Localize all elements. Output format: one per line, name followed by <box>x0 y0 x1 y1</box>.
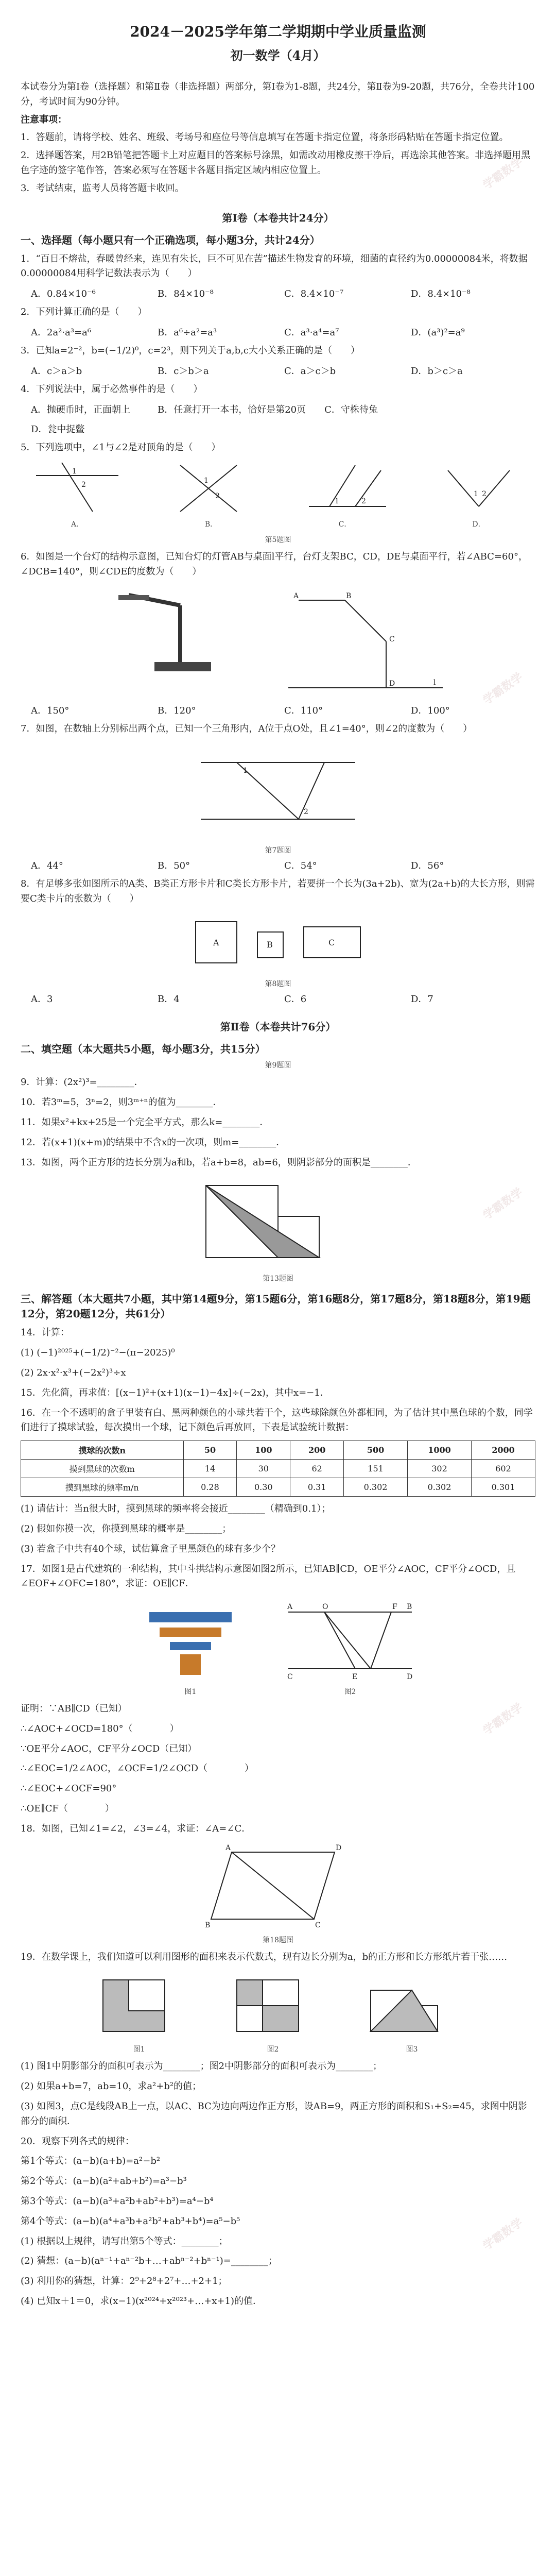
watermark: 学霸数学 <box>480 1700 526 1738</box>
exam-subtitle: 初一数学（4月） <box>230 48 326 63</box>
table-row <box>21 1441 535 1460</box>
note-item-3: 3．考试结束，监考人员将答题卡收回。 <box>21 182 184 194</box>
svg-text:1: 1 <box>243 766 248 775</box>
exam-title: 2024－2025学年第二学期期中学业质量监测 <box>130 23 426 40</box>
question-19b: (2) 如果a+b=7，ab=10，求a²+b²的值； <box>21 2081 202 2092</box>
q20-line-3: 第3个等式：(a−b)(a³+a²b+ab²+b³)=a⁴−b⁴ <box>21 2196 214 2207</box>
question-19a: (1) 图1中阴影部分的面积可表示为________；图2中阴影部分的面积可表示为________； <box>21 2061 383 2072</box>
q5-option-b: B． <box>204 520 218 529</box>
q5-option-d: D． <box>472 520 485 529</box>
svg-text:C: C <box>315 1921 321 1929</box>
svg-text:C: C <box>389 635 395 643</box>
table-cell: 602 <box>472 1460 535 1478</box>
q8-option-a: A．3 <box>31 994 53 1005</box>
svg-text:B: B <box>346 591 352 600</box>
question-8: 8．有足够多张如图所示的A类、B类正方形卡片和C类长方形卡片，若要拼一个长为(3a+2b)、宽为(2a+b)的大长方形，则需要C类卡片的张数为（ ） <box>21 878 535 904</box>
q7-diagram <box>196 742 360 840</box>
q9-caption: 第9题图 <box>265 1061 291 1070</box>
q8-figure <box>21 911 535 973</box>
q18-figure <box>21 1842 535 1929</box>
q17-proof-6: ∴OE∥CF（ ） <box>21 1803 114 1815</box>
q5-fig-c <box>299 460 391 529</box>
svg-text:1: 1 <box>474 490 478 499</box>
table-cell: 30 <box>237 1460 290 1478</box>
question-3: 3．已知a=2⁻²，b=(−1/2)⁰，c=2³，则下列关于a,b,c大小关系正确的是（ ） <box>21 345 360 356</box>
q19-figures <box>21 1970 535 2054</box>
question-14: 14．计算： <box>21 1327 70 1338</box>
svg-text:B: B <box>205 1921 211 1929</box>
q17-figure-2 <box>283 1597 417 1697</box>
svg-text:O: O <box>322 1603 328 1612</box>
q2-option-b: B．a⁶÷a²=a³ <box>158 327 217 338</box>
intro-line: 本试卷分为第Ⅰ卷（选择题）和第Ⅱ卷（非选择题）两部分，第Ⅰ卷为1-8题，共24分，第Ⅱ卷为9-20题，共76分，全卷共计100分，考试时间为90分钟。 <box>21 81 535 107</box>
q16-table <box>21 1440 535 1497</box>
svg-text:C: C <box>328 938 335 948</box>
table-cell: 151 <box>344 1460 408 1478</box>
section-i-title: 第Ⅰ卷（本卷共计24分） <box>222 211 334 224</box>
q3-option-b: B．c＞b＞a <box>158 365 209 377</box>
q5-fig-b-svg <box>165 460 257 517</box>
lamp-diagram <box>283 585 448 698</box>
svg-text:A: A <box>287 1603 293 1612</box>
q7-figure <box>21 742 535 840</box>
svg-text:1: 1 <box>72 467 77 476</box>
question-1: 1．“百日不熔盐，春暖曾经来，连见有朱长，巨不可见在苦”描述生物发育的环境，细菌的直径约为0.00000084米，将数据0.00000084用科学记数法表示为（ ） <box>21 253 528 279</box>
question-4: 4．下列说法中，属于必然事件的是（ ） <box>21 383 203 395</box>
question-18: 18．如图，已知∠1=∠2，∠3=∠4，求证：∠A=∠C． <box>21 1823 251 1834</box>
question-16c: (3) 若盒子中共有40个球，试估算盒子里黑颜色的球有多少个？ <box>21 1543 281 1554</box>
question-11: 11．如果x²+kx+25是一个完全平方式，那么k=________． <box>21 1116 269 1128</box>
q5-option-a: A． <box>71 520 84 529</box>
q5-fig-a-svg <box>31 460 124 517</box>
question-10: 10．若3ᵐ=5，3ⁿ=2，则3ᵐ⁺ⁿ的值为________． <box>21 1097 222 1108</box>
question-17: 17．如图1是古代建筑的一种结构，其中斗拱结构示意图如图2所示，已知AB∥CD，OE平分∠AOC，CF平分∠OCD，且∠EOF+∠OFC=180°，求证：OE∥CF． <box>21 1563 516 1589</box>
q7-option-a: A．44° <box>31 860 63 871</box>
watermark: 学霸数学 <box>480 1185 526 1223</box>
q3-option-c: C．a＞c＞b <box>284 365 336 377</box>
table-header: 50 <box>183 1441 237 1460</box>
table-cell: 摸到黑球的频率m/n <box>21 1478 184 1497</box>
question-5: 5．下列选项中，∠1与∠2是对顶角的是（ ） <box>21 442 221 453</box>
svg-text:l: l <box>433 678 436 687</box>
q8-options <box>31 992 535 1005</box>
q8-cards <box>185 911 371 973</box>
svg-text:E: E <box>352 1673 358 1682</box>
question-15: 15．先化简，再求值：[(x−1)²+(x+1)(x−1)−4x]÷(−2x)，其中x=−1． <box>21 1387 329 1398</box>
svg-text:D: D <box>336 1843 342 1852</box>
svg-text:A: A <box>225 1843 231 1852</box>
q5-fig-c-svg <box>299 460 391 517</box>
q2-option-c: C．a³·a⁴=a⁷ <box>284 327 339 338</box>
question-20d: (4) 已知x＋1＝0，求(x−1)(x²⁰²⁴+x²⁰²³+…+x+1)的值． <box>21 2296 263 2307</box>
q17-proof-4: ∴∠EOC=1/2∠AOC，∠OCF=1/2∠OCD（ ） <box>21 1763 254 1774</box>
question-20b: (2) 猜想：(a−b)(aⁿ⁻¹+aⁿ⁻²b+…+abⁿ⁻²+bⁿ⁻¹)=________； <box>21 2256 277 2267</box>
q17-figures <box>21 1597 535 1697</box>
document-content <box>21 21 535 2319</box>
question-6: 6．如图是一个台灯的结构示意图，已知台灯的灯管AB与桌面l平行，台灯支架BC，CD，DE与桌面平行，若∠ABC=60°，∠DCB=140°，则∠CDE的度数为（ ） <box>21 551 528 578</box>
svg-text:2: 2 <box>482 490 486 499</box>
svg-text:2: 2 <box>81 481 86 489</box>
q1-option-c: C．8.4×10⁻⁷ <box>284 289 344 300</box>
q7-options <box>31 858 535 872</box>
q17-figure-1 <box>139 1597 242 1697</box>
question-16b: (2) 假如你摸一次，你摸到黑球的概率是________； <box>21 1523 232 1534</box>
table-cell: 62 <box>290 1460 344 1478</box>
q7-option-d: D．56° <box>411 860 444 871</box>
question-19: 19．在数学课上，我们知道可以利用图形的面积来表示代数式，现有边长分别为a，b的正方形和长方形纸片若干张…… <box>21 1951 508 1962</box>
q20-line-1: 第1个等式：(a−b)(a+b)=a²−b² <box>21 2156 161 2167</box>
question-14b: (2) 2x·x²·x³+(−2x²)³÷x <box>21 1367 126 1378</box>
q20-line-4: 第4个等式：(a−b)(a⁴+a³b+a²b²+ab³+b⁴)=a⁵−b⁵ <box>21 2215 240 2227</box>
question-20a: (1) 根据以上规律，请写出第5个等式：________； <box>21 2235 228 2247</box>
table-row <box>21 1460 535 1478</box>
table-cell: 0.30 <box>237 1478 290 1497</box>
section-2-head: 二、填空题（本大题共5小题，每小题3分，共15分） <box>21 1043 266 1056</box>
lamp-photo-icon <box>108 585 242 688</box>
q19-figure-2 <box>227 1970 319 2054</box>
table-header: 100 <box>237 1441 290 1460</box>
q19-figure-1 <box>93 1970 185 2054</box>
q5-fig-a <box>31 460 124 529</box>
q18-diagram <box>201 1842 355 1929</box>
q18-caption: 第18题图 <box>263 1936 293 1944</box>
svg-text:C: C <box>287 1673 293 1682</box>
watermark: 学霸数学 <box>480 2215 526 2253</box>
q6-options <box>31 703 535 717</box>
table-header: 500 <box>344 1441 408 1460</box>
notes-label: 注意事项： <box>21 114 67 125</box>
q5-fig-d-svg <box>432 460 525 517</box>
q6-option-d: D．100° <box>411 705 450 716</box>
q13-caption: 第13题图 <box>263 1275 293 1283</box>
question-2: 2．下列计算正确的是（ ） <box>21 307 147 318</box>
question-7: 7．如图，在数轴上分别标出两个点，已知一个三角形内，A位于点O处，且∠1=40°，则∠2的度数为（ ） <box>21 723 473 734</box>
question-9: 9．计算：(2x²)³=________． <box>21 1077 144 1088</box>
q7-option-b: B．50° <box>158 860 190 871</box>
q19-figure-3 <box>360 1970 463 2054</box>
q3-option-d: D．b＞c＞a <box>411 365 463 377</box>
svg-text:B: B <box>267 940 273 950</box>
q2-options <box>31 325 535 338</box>
q13-figure <box>21 1175 535 1268</box>
q3-options <box>31 364 535 377</box>
table-header: 2000 <box>472 1441 535 1460</box>
table-cell: 14 <box>183 1460 237 1478</box>
q6-option-b: B．120° <box>158 705 196 716</box>
note-item-2: 2．选择题答案，用2B铅笔把答题卡上对应题目的答案标号涂黑，如需改动用橡皮擦干净后，再选涂其他答案。非选择题用黑色字迹的签字笔作答，答案必须写在答题卡各题目指定区域内相应位置上。 <box>21 150 531 176</box>
svg-text:1: 1 <box>335 497 339 506</box>
question-20: 20．观察下列各式的规律： <box>21 2136 134 2147</box>
q17-caption-2: 图2 <box>344 1688 356 1697</box>
table-header: 200 <box>290 1441 344 1460</box>
question-12: 12．若(x+1)(x+m)的结果中不含x的一次项，则m=________． <box>21 1137 286 1148</box>
q17-caption-1: 图1 <box>184 1688 197 1697</box>
table-row <box>21 1478 535 1497</box>
q19-fig2 <box>227 1970 319 2042</box>
q4-option-a: A．抛硬币时，正面朝上 <box>31 404 130 415</box>
q6-option-a: A．150° <box>31 705 70 716</box>
q19-caption-3: 图3 <box>406 2045 418 2054</box>
q4-options <box>31 402 535 435</box>
q13-diagram <box>196 1175 360 1268</box>
svg-text:D: D <box>389 679 395 688</box>
table-cell: 摸到黑球的次数m <box>21 1460 184 1478</box>
q19-fig3 <box>360 1970 463 2042</box>
svg-text:2: 2 <box>304 807 308 816</box>
q17-proof-3: ∵OE平分∠AOC，CF平分∠OCD（已知） <box>21 1743 197 1754</box>
q1-option-a: A．0.84×10⁻⁶ <box>31 289 96 300</box>
table-cell: 302 <box>408 1460 472 1478</box>
q5-fig-b <box>165 460 257 529</box>
question-19c: (3) 如图3，点C是线段AB上一点，以AC、BC为边向两边作正方形，设AB=9，两正方形的面积和S₁+S₂=45，求图中阴影部分的面积． <box>21 2101 527 2127</box>
question-16a: (1) 请估计：当n很大时，摸到黑球的频率将会接近________（精确到0.1）； <box>21 1503 331 1515</box>
table-header: 1000 <box>408 1441 472 1460</box>
q19-caption-2: 图2 <box>267 2045 279 2054</box>
q6-figures <box>21 585 535 698</box>
svg-text:B: B <box>407 1603 412 1612</box>
table-header: 摸球的次数n <box>21 1441 184 1460</box>
q1-option-b: B．84×10⁻⁸ <box>158 289 214 300</box>
bracket-photo-icon <box>139 1597 242 1684</box>
q1-options <box>31 286 535 300</box>
q2-option-a: A．2a²·a³=a⁶ <box>31 327 92 338</box>
section-1-head: 一、选择题（每小题只有一个正确选项，每小题3分，共计24分） <box>21 233 320 246</box>
q8-option-b: B．4 <box>158 994 180 1005</box>
section-ii-title: 第Ⅱ卷（本卷共计76分） <box>220 1021 336 1033</box>
q5-caption: 第5题图 <box>265 536 291 545</box>
q17-proof-5: ∴∠EOC+∠OCF=90° <box>21 1783 117 1794</box>
q1-option-d: D．8.4×10⁻⁸ <box>411 289 471 300</box>
question-16: 16．在一个不透明的盒子里装有白、黑两种颜色的小球共若干个，这些球除颜色外都相同，为了估计其中黑色球的个数，同学们进行了摸球试验，每次摸出一个球，记下颜色后再放回，下表是试验统计数据： <box>21 1407 533 1433</box>
q5-figures <box>21 460 535 529</box>
table-cell: 0.302 <box>344 1478 408 1497</box>
svg-text:D: D <box>407 1673 413 1682</box>
q19-fig1 <box>93 1970 185 2042</box>
table-cell: 0.302 <box>408 1478 472 1497</box>
q17-diagram <box>283 1597 417 1684</box>
q5-option-c: C． <box>338 520 352 529</box>
q4-option-d: D．瓮中捉鳖 <box>31 423 85 435</box>
q8-option-c: C．6 <box>284 994 307 1005</box>
q7-option-c: C．54° <box>284 860 317 871</box>
q6-option-c: C．110° <box>284 705 323 716</box>
q20-line-2: 第2个等式：(a−b)(a²+ab+b²)=a³−b³ <box>21 2176 187 2187</box>
watermark: 学霸数学 <box>480 155 526 192</box>
q7-caption: 第7题图 <box>265 846 291 855</box>
q19-caption-1: 图1 <box>133 2045 145 2054</box>
svg-text:1: 1 <box>204 477 208 485</box>
watermark: 学霸数学 <box>480 670 526 707</box>
q2-option-d: D．(a³)²=a⁹ <box>411 327 465 338</box>
q8-caption: 第8题图 <box>265 980 291 989</box>
svg-text:2: 2 <box>215 492 220 501</box>
note-item-1: 1．答题前，请将学校、姓名、班级、考场号和座位号等信息填写在答题卡指定位置，将条形码粘贴在答题卡指定位置。 <box>21 132 509 143</box>
question-14a: (1) (−1)²⁰²⁵+(−1/2)⁻²−(π−2025)⁰ <box>21 1347 175 1359</box>
q17-proof-2: ∴∠AOC+∠OCD=180°（ ） <box>21 1723 179 1734</box>
svg-text:A: A <box>293 591 299 600</box>
table-cell: 0.31 <box>290 1478 344 1497</box>
svg-text:2: 2 <box>361 497 366 506</box>
table-cell: 0.28 <box>183 1478 237 1497</box>
q4-option-b: B．任意打开一本书，恰好是第20页 <box>158 404 306 415</box>
table-cell: 0.301 <box>472 1478 535 1497</box>
q5-fig-d <box>432 460 525 529</box>
question-13: 13．如图，两个正方形的边长分别为a和b，若a+b=8，ab=6，则阴影部分的面积是________． <box>21 1157 417 1168</box>
q17-proof-1: 证明：∵AB∥CD（已知） <box>21 1703 127 1715</box>
svg-text:A: A <box>213 938 219 948</box>
q4-option-c: C．守株待兔 <box>324 404 378 415</box>
section-3-head: 三、解答题（本大题共7小题，其中第14题9分，第15题6分，第16题8分，第17题8分，第18题8分，第19题12分，第20题12分，共61分） <box>21 1293 531 1320</box>
svg-text:F: F <box>392 1603 397 1612</box>
q3-option-a: A．c＞a＞b <box>31 365 82 377</box>
q8-option-d: D．7 <box>411 994 433 1005</box>
question-20c: (3) 利用你的猜想，计算：2⁹+2⁸+2⁷+…+2+1； <box>21 2276 228 2287</box>
